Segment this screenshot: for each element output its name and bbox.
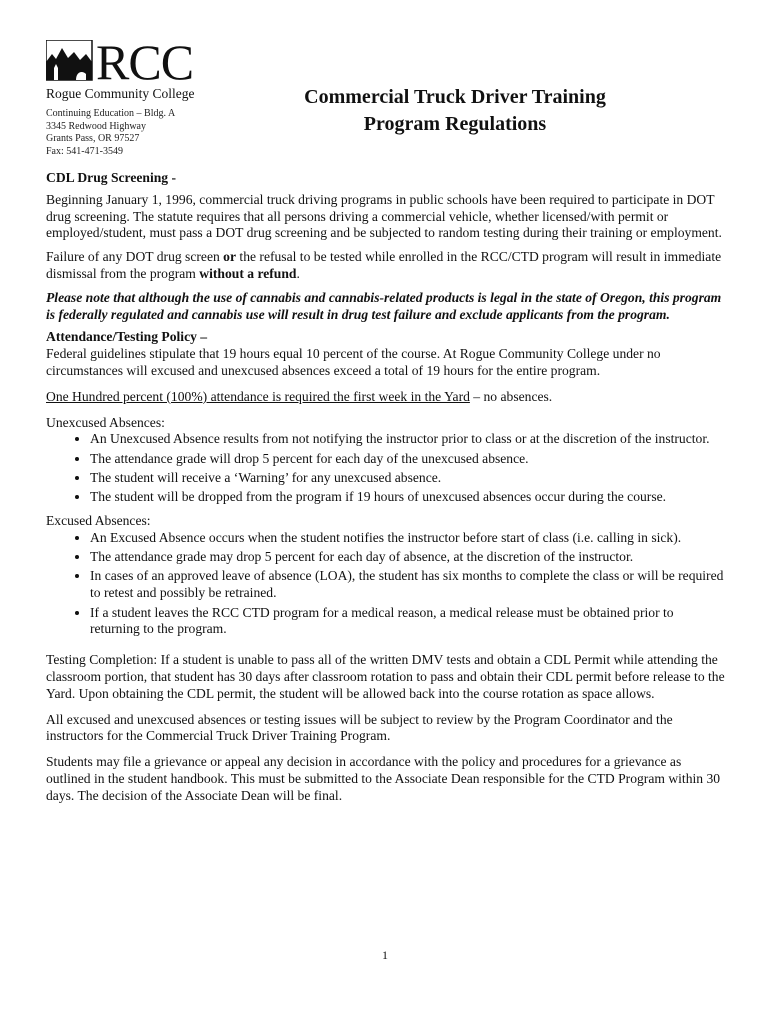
list-item: • The student will be dropped from the program if 19 hours of unexcused absences occur during the course. bbox=[90, 489, 726, 506]
cannabis-note: Please note that although the use of cannabis and cannabis-related products is legal in the state of Oregon, this program is federally regulated and cannabis use will result in drug test failure and exclude applicants from the program. bbox=[46, 289, 722, 322]
attendance-heading: Attendance/Testing Policy – bbox=[46, 329, 208, 345]
grievance-paragraph: Students may file a grievance or appeal any decision in accordance with the policy and procedures for a grievance as outlined in the student handbook. This must be submitted to the Associate Dean responsible for the CTD Program within 30 days. The decision of the Associate Dean will be final. bbox=[46, 754, 721, 803]
document-body bbox=[46, 170, 726, 805]
review-paragraph: All excused and unexcused absences or testing issues will be subject to review by the Program Coordinator and the instructors for the Commercial Truck Driver Training Program. bbox=[46, 711, 673, 744]
list-item: • In cases of an approved leave of absence (LOA), the student has six months to complete the class or will be required to retest and possibly be retrained. bbox=[90, 568, 726, 602]
list-item: • The student will receive a ‘Warning’ for any unexcused absence. bbox=[90, 470, 726, 487]
drug-screening-paragraph: Beginning January 1, 1996, commercial truck driving programs in public schools have been required to participate in DOT drug screening. The statute requires that all persons driving a commercial vehicle, whether licensed/with permit or employed/student, must pass a DOT drug screening and be subjected to random testing during their training or employment. bbox=[46, 191, 722, 241]
list-item: • If a student leaves the RCC CTD program for a medical reason, a medical release must be obtained prior to returning to the program. bbox=[90, 605, 726, 639]
document-title bbox=[270, 84, 640, 138]
rcc-logo bbox=[46, 34, 206, 90]
address-line: Grants Pass, OR 97527 bbox=[46, 133, 140, 144]
address-line: 3345 Redwood Highway bbox=[46, 120, 146, 132]
title-line-1: Commercial Truck Driver Training bbox=[304, 86, 606, 108]
testing-completion-paragraph: Testing Completion: If a student is unable to pass all of the written DMV tests and obtain a CDL Permit while attending the classroom portion, that student has 30 days after classroom rotation to pass and obtain their CDL permit before release to the Yard. Upon obtaining the CDL permit, the student will be allowed back into the course rotation as space allows. bbox=[46, 652, 725, 701]
excused-list bbox=[46, 530, 726, 638]
unexcused-list bbox=[46, 431, 726, 506]
drug-screening-heading: CDL Drug Screening - bbox=[46, 170, 177, 185]
list-item: • An Excused Absence occurs when the student notifies the instructor before start of class (i.e. calling in sick). bbox=[90, 530, 726, 547]
attendance-paragraph: Federal guidelines stipulate that 19 hours equal 10 percent of the course. At Rogue Community College under no circumstances will excused and unexcused absences exceed a total of 19 hours for the entire program. bbox=[46, 346, 661, 378]
drug-failure-paragraph: Failure of any DOT drug screen or the refusal to be tested while enrolled in the RCC/CTD program will result in immediate dismissal from the program without a refund. bbox=[46, 249, 722, 281]
first-week-requirement: One Hundred percent (100%) attendance is required the first week in the Yard – no absences. bbox=[46, 388, 553, 404]
list-item: • The attendance grade will drop 5 percent for each day of the unexcused absence. bbox=[90, 451, 726, 468]
mountain-tree-icon bbox=[46, 40, 94, 84]
list-item: • The attendance grade may drop 5 percent for each day of absence, at the discretion of the instructor. bbox=[90, 549, 726, 566]
unexcused-label: Unexcused Absences: bbox=[46, 414, 165, 430]
college-name: Rogue Community College bbox=[46, 86, 195, 101]
title-line-2: Program Regulations bbox=[363, 113, 547, 135]
logo-text: RCC bbox=[96, 34, 194, 90]
address-block bbox=[46, 108, 175, 158]
address-line: Continuing Education – Bldg. A bbox=[46, 108, 176, 119]
page-number: 1 bbox=[382, 948, 388, 962]
address-line: Fax: 541-471-3549 bbox=[46, 145, 123, 157]
excused-label: Excused Absences: bbox=[46, 513, 151, 529]
list-item: • An Unexcused Absence results from not notifying the instructor prior to class or at the discretion of the instructor. bbox=[90, 431, 726, 448]
